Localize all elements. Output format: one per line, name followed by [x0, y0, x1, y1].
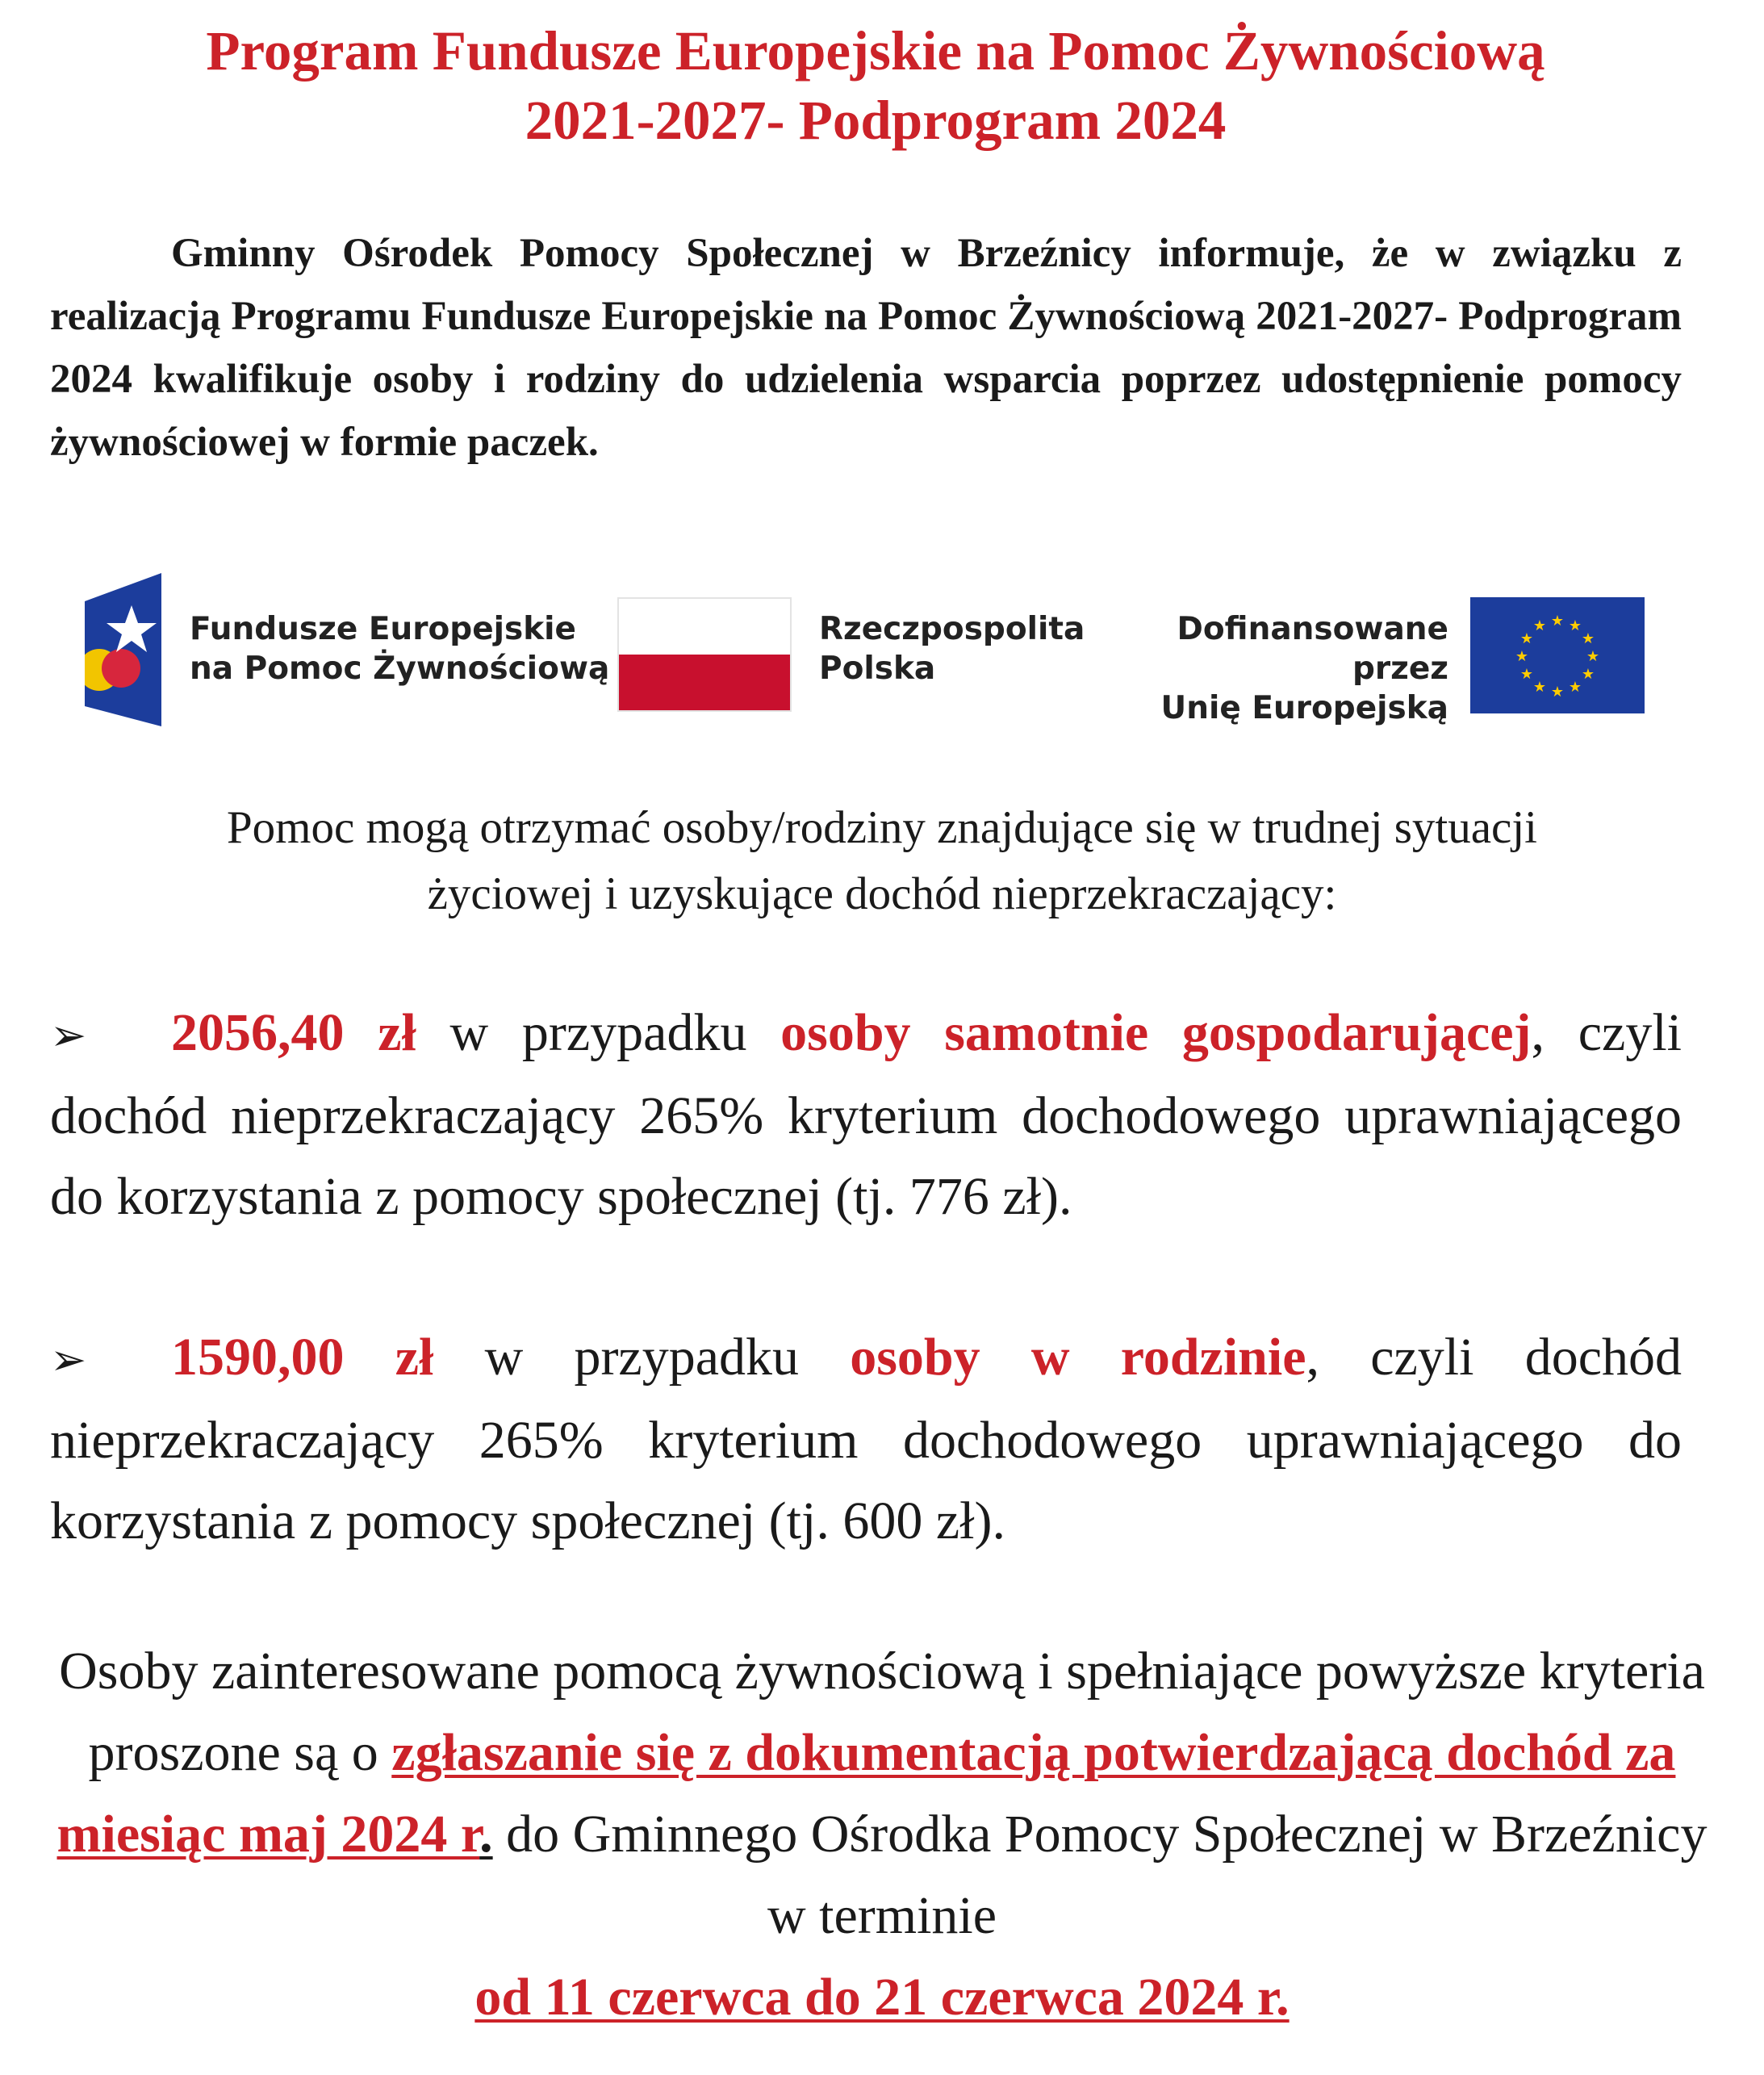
pl-logo-line-1: Rzeczpospolita: [819, 611, 1085, 647]
criterion-details: , czyli dochód nieprzekraczający 265% kryterium dochodowego uprawniającego do korzystania z pomocy społecznej (tj. 600 zł).: [50, 1328, 1682, 1550]
closing-paragraph: [48, 1630, 1716, 2038]
page-title: [48, 16, 1703, 155]
eu-logo-text: [1110, 609, 1448, 728]
svg-text:★: ★: [1519, 630, 1534, 647]
arrow-bullet-icon: ➢: [50, 1334, 87, 1385]
eligibility-intro: [48, 795, 1716, 927]
pl-logo-text: [819, 609, 1085, 688]
closing-dot: .: [479, 1805, 493, 1864]
svg-text:★: ★: [1550, 613, 1565, 630]
svg-text:★: ★: [1586, 648, 1600, 665]
closing-text-2: do Gminnego Ośrodka Pomocy Społecznej w Brzeźnicy w terminie: [492, 1805, 1708, 1945]
criterion-single-person: [50, 993, 1682, 1237]
polish-flag-icon: [617, 597, 792, 712]
eu-flag-icon: [1470, 597, 1645, 713]
income-amount: 1590,00 zł: [171, 1328, 434, 1387]
fe-logo-text: [190, 609, 609, 688]
svg-text:★: ★: [1581, 630, 1595, 647]
eu-logo-line-2: Unię Europejską: [1160, 690, 1448, 726]
application-dates: od 11 czerwca do 21 czerwca 2024 r.: [474, 1968, 1290, 2027]
title-line-1: Program Fundusze Europejskie na Pomoc Żywnościową: [206, 20, 1545, 82]
svg-text:★: ★: [1532, 617, 1547, 634]
logo-bar: [77, 565, 1658, 743]
criterion-details: , czyli dochód nieprzekraczający 265% kryterium dochodowego uprawniającego do korzystania z pomocy społecznej (tj. 776 zł).: [50, 1003, 1682, 1226]
fe-logo-line-1: Fundusze Europejskie: [190, 611, 576, 647]
svg-text:★: ★: [1568, 679, 1582, 696]
svg-text:★: ★: [1532, 679, 1547, 696]
fe-logo-line-2: na Pomoc Żywnościową: [190, 651, 610, 687]
documentation-requirement: zgłaszanie się z dokumentacją potwierdzającą dochód za miesiąc maj 2024 r: [56, 1723, 1676, 1864]
svg-text:★: ★: [1519, 666, 1534, 683]
criterion-category: osoby samotnie gospodarującej: [780, 1003, 1532, 1062]
svg-text:★: ★: [1550, 684, 1565, 701]
arrow-bullet-icon: ➢: [50, 1010, 87, 1061]
pl-logo-line-2: Polska: [819, 651, 936, 687]
closing-text-1: Osoby zainteresowane pomocą żywnościową i spełniające powyższe kryteria proszone są o: [59, 1642, 1705, 1782]
intro-paragraph: Gminny Ośrodek Pomocy Społecznej w Brzeźnicy informuje, że w związku z realizacją Programu Fundusze Europejskie na Pomoc Żywnościową 2021-2027- Podprogram 2024 kwalifikuje osoby i rodziny do udzielenia wsparcia poprzez udostępnienie pomocy żywnościowej w formie paczek.: [50, 231, 1682, 465]
criterion-category: osoby w rodzinie: [850, 1328, 1306, 1387]
svg-text:★: ★: [1568, 617, 1582, 634]
criterion-text: w przypadku: [433, 1328, 851, 1387]
income-amount: 2056,40 zł: [171, 1003, 416, 1062]
svg-text:★: ★: [1581, 666, 1595, 683]
eu-logo-line-1: Dofinansowane przez: [1177, 611, 1448, 687]
criterion-family-member: [50, 1317, 1682, 1562]
criterion-text: w przypadku: [416, 1003, 781, 1062]
title-line-2: 2021-2027- Podprogram 2024: [525, 90, 1227, 151]
eligibility-intro-line-2: życiowej i uzyskujące dochód nieprzekraczający:: [427, 868, 1337, 919]
eligibility-intro-line-1: Pomoc mogą otrzymać osoby/rodziny znajdujące się w trudnej sytuacji: [226, 802, 1538, 853]
svg-text:★: ★: [1515, 648, 1529, 665]
fe-logo-icon: [85, 573, 173, 726]
